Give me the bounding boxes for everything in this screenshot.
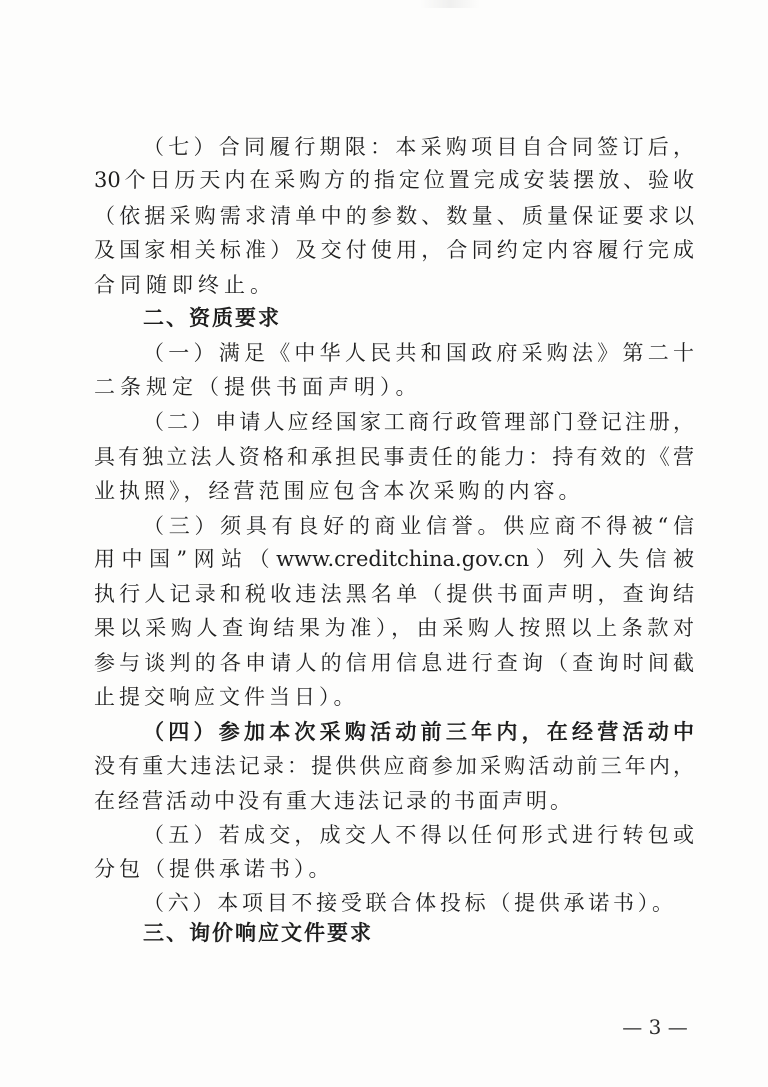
section-3-heading: 三、询价响应文件要求 <box>143 921 373 945</box>
clause-2-3-line-1: （三）须具有良好的商业信誉。供应商不得被“信 <box>143 514 694 538</box>
clause-2-3-line-6: 止提交响应文件当日）。 <box>94 685 359 709</box>
clause-2-5-line-2: 分包（提供承诺书）。 <box>94 857 334 881</box>
clause-2-4-line-2: 没有重大违法记录：提供供应商参加采购活动前三年内， <box>94 754 694 778</box>
clause-2-2-line-1: （二）申请人应经国家工商行政管理部门登记注册， <box>143 410 694 434</box>
clause-2-2-line-3: 业执照》，经营范围应包含本次采购的内容。 <box>94 479 584 503</box>
clause-7-line-4: 及国家相关标准）及交付使用，合同约定内容履行完成 <box>94 238 694 262</box>
clause-7-line-5: 合同随即终止。 <box>94 273 276 297</box>
clause-2-3-line-3: 执行人记录和税收违法黑名单（提供书面声明，查询结 <box>94 582 694 606</box>
clause-7-line-2: 30个日历天内在采购方的指定位置完成安装摆放、验收 <box>94 168 694 192</box>
page-number: — 3 — <box>622 1015 688 1039</box>
clause-2-5-line-1: （五）若成交，成交人不得以任何形式进行转包或 <box>143 823 694 847</box>
clause-2-1-line-2: 二条规定（提供书面声明）。 <box>94 375 422 399</box>
clause-2-3-line-2: 用中国”网站（www.creditchina.gov.cn）列入失信被 <box>94 547 694 571</box>
clause-7-line-1: （七）合同履行期限：本采购项目自合同签订后， <box>143 135 694 159</box>
clause-2-1-line-1: （一）满足《中华人民共和国政府采购法》第二十 <box>143 341 694 365</box>
clause-2-3-line-4: 果以采购人查询结果为准），由采购人按照以上条款对 <box>94 616 694 640</box>
clause-2-6-line-1: （六）本项目不接受联合体投标（提供承诺书）。 <box>143 891 673 915</box>
clause-7-line-3: （依据采购需求清单中的参数、数量、质量保证要求以 <box>94 204 694 228</box>
scan-smudge <box>420 0 480 8</box>
section-2-heading: 二、资质要求 <box>143 306 281 330</box>
clause-2-4-line-3: 在经营活动中没有重大违法记录的书面声明。 <box>94 789 574 813</box>
clause-2-4-line-1: （四）参加本次采购活动前三年内，在经营活动中 <box>143 719 694 744</box>
clause-2-3-line-5: 参与谈判的各申请人的信用信息进行查询（查询时间截 <box>94 651 694 675</box>
clause-2-2-line-2: 具有独立法人资格和承担民事责任的能力：持有效的《营 <box>94 445 694 469</box>
